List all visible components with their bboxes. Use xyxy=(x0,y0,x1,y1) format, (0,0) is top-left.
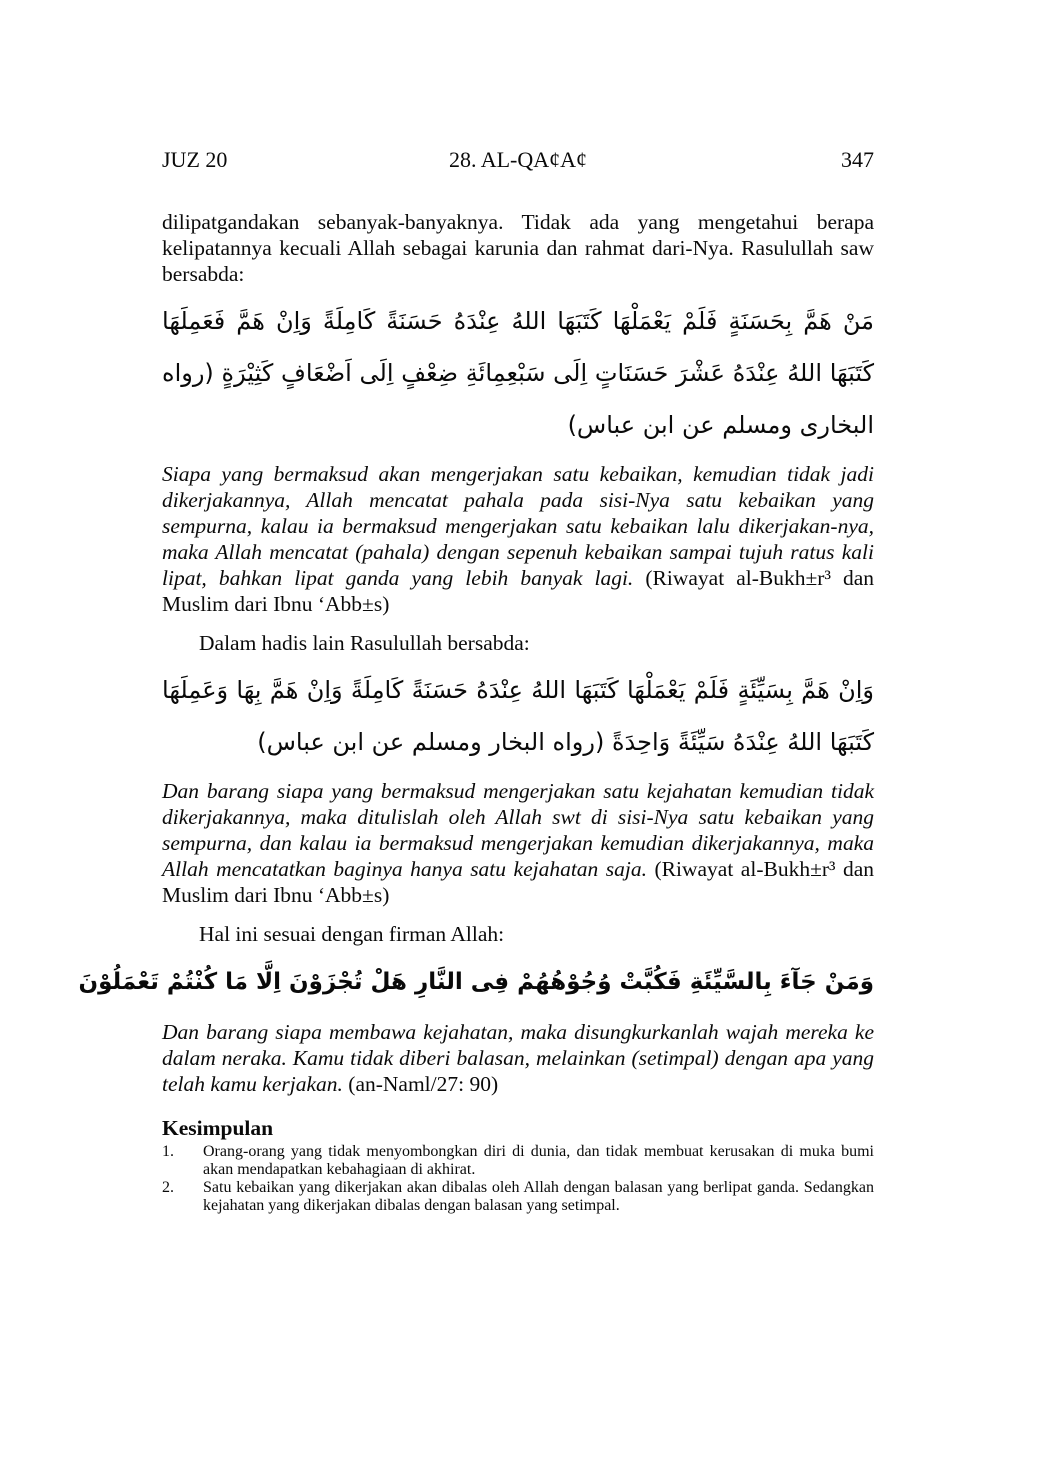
hadith-1-translation xyxy=(162,461,874,617)
quran-verse-translation xyxy=(162,1019,874,1097)
page-body xyxy=(78,209,875,1215)
quran-verse-arabic: وَمَنْ جَآءَ بِالسَّيِّئَةِ فَكُبَّتْ وُجُوْهُهُمْ فِى النَّارِ هَلْ تُجْزَوْنَ اِلَّا مَا كُنْتُمْ تَعْمَلُوْنَ xyxy=(78,969,874,995)
list-item xyxy=(162,1143,874,1179)
kesimpulan-list xyxy=(162,1143,874,1215)
hadith-1-translation-text: Siapa yang bermaksud akan mengerjakan satu kebaikan, kemudian tidak jadi dikerjakannya, Allah mencatat pahala pada sisi-Nya satu kebaikan yang sempurna, kalau ia bermaksud mengerjakan satu kebaikan lalu dikerjakan-nya, maka Allah mencatat (pahala) dengan sepenuh kebaikan sampai tujuh ratus kali lipat, bahkan lipat ganda yang lebih banyak lagi. xyxy=(162,462,874,590)
hadith-2-translation xyxy=(162,778,874,908)
list-item-number: 1. xyxy=(162,1143,174,1160)
quran-translation-text: Dan barang siapa membawa kejahatan, maka disungkurkanlah wajah mereka ke dalam neraka. Kamu tidak diberi balasan, melainkan (setimpal) dengan apa yang telah kamu kerjakan. xyxy=(162,1020,874,1096)
hadith-2-arabic: وَاِنْ هَمَّ بِسَيِّئَةٍ فَلَمْ يَعْمَلْهَا كَتَبَهَا اللهُ عِنْدَهُ حَسَنَةً كَامِلَةً وَاِنْ هَمَّ بِهَا وَعَمِلَهَا كَتَبَهَا اللهُ عِنْدَهُ سَيِّئَةً وَاحِدَةً (رواه البخار ومسلم عن ابن عباس) xyxy=(162,676,874,756)
page-number: 347 xyxy=(841,147,874,172)
hadith-1-arabic: مَنْ هَمَّ بِحَسَنَةٍ فَلَمْ يَعْمَلْهَا كَتَبَهَا اللهُ عِنْدَهُ حَسَنَةً كَامِلَةً وَاِنْ هَمَّ فَعَمِلَهَا كَتَبَهَا اللهُ عِنْدَهُ عَشْرَ حَسَنَاتٍ اِلَى سَبْعِمِائَةِ ضِعْفٍ اِلَى اَضْعَافٍ كَثِيْرَةٍ (رواه البخارى ومسلم عن ابن عباس) xyxy=(162,307,874,439)
list-item xyxy=(162,1179,874,1215)
list-item-text: Orang-orang yang tidak menyombongkan diri di dunia, dan tidak membuat kerusakan di muka bumi akan mendapatkan kebahagiaan di akhirat. xyxy=(203,1143,874,1178)
lead-hadith-2: Dalam hadis lain Rasulullah bersabda: xyxy=(199,631,530,655)
surah-title: 28. AL-QA¢A¢ xyxy=(448,147,588,172)
hadith-2-source: (Riwayat al-Bukh±r³ dan Muslim dari Ibnu ‘Abb±s) xyxy=(162,857,875,907)
hadith-2-translation-text: Dan barang siapa yang bermaksud mengerjakan satu kejahatan kemudian tidak dikerjakannya, maka ditulislah oleh Allah swt di sisi-Nya satu kebaikan yang sempurna, dan kalau ia bermaksud mengerjakan kemudian dikerjakannya, maka Allah mencatatkan baginya hanya satu kejahatan saja. xyxy=(162,779,874,881)
quran-verse-source: (an-Naml/27: 90) xyxy=(342,1072,499,1096)
lead-quran: Hal ini sesuai dengan firman Allah: xyxy=(199,922,505,946)
list-item-text: Satu kebaikan yang dikerjakan akan dibalas oleh Allah dengan balasan yang berlipat ganda. Sedangkan kejahatan yang dikerjakan dibalas dengan balasan yang setimpal. xyxy=(203,1179,874,1214)
intro-paragraph: dilipatgandakan sebanyak-banyaknya. Tidak ada yang mengetahui berapa kelipatannya kecuali Allah sebagai karunia dan rahmat dari-Nya. Rasulullah saw bersabda: xyxy=(162,210,874,286)
hadith-1-source: (Riwayat al-Bukh±r³ dan Muslim dari Ibnu ‘Abb±s) xyxy=(162,566,874,616)
kesimpulan-heading: Kesimpulan xyxy=(162,1116,274,1140)
juz-label: JUZ 20 xyxy=(162,147,228,172)
list-item-number: 2. xyxy=(162,1179,174,1196)
